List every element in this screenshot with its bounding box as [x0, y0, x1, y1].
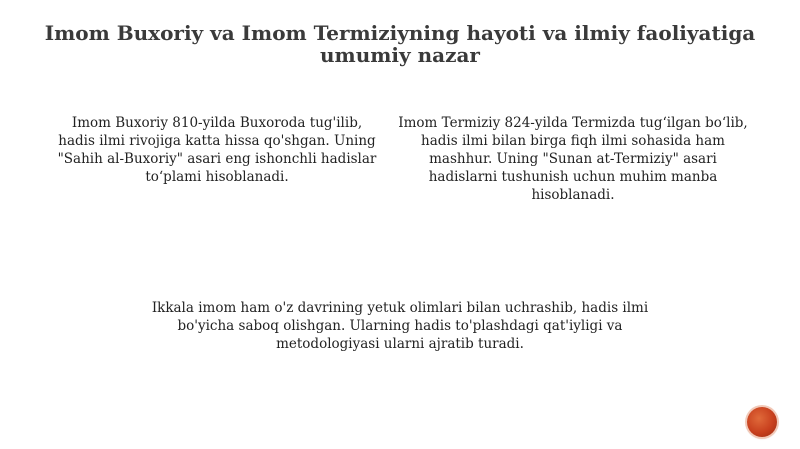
slide-title: Imom Buxoriy va Imom Termiziyning hayoti va ilmiy faoliyatiga umumiy nazar	[44, 21, 756, 67]
buxoriy-paragraph: Imom Buxoriy 810-yilda Buxoroda tug'ilib, hadis ilmi rivojiga katta hissa qo'shgan. Uning "Sahih al-Buxoriy" asari eng ishonchli hadislar to‘plami hisoblanadi.	[57, 115, 377, 185]
termiziy-paragraph: Imom Termiziy 824-yilda Termizda tug‘ilgan bo‘lib, hadis ilmi bilan birga fiqh ilmi sohasida ham mashhur. Uning "Sunan at-Termiziy" asari hadislarni tushunish uchun muhim manba hisoblanadi.	[398, 115, 748, 203]
next-slide-button[interactable]	[747, 407, 777, 437]
summary-paragraph: Ikkala imom ham o'z davrining yetuk olimlari bilan uchrashib, hadis ilmi bo'yicha saboq olishgan. Ularning hadis to'plashdagi qat'iyligi va metodologiyasi ularni ajratib turadi.	[151, 300, 649, 352]
